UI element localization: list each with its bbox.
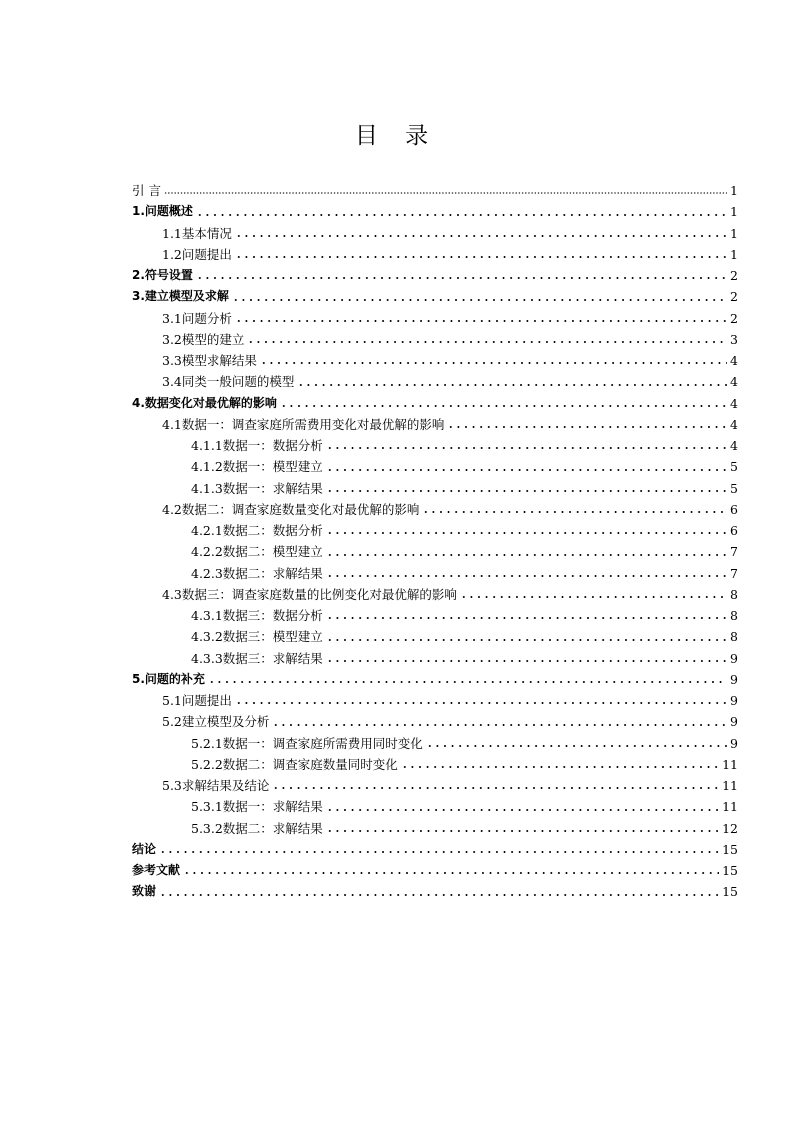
toc-entry-page-number: 12 bbox=[722, 820, 738, 836]
toc-entry-page-number: 3 bbox=[730, 331, 738, 347]
toc-entry[interactable] bbox=[132, 796, 738, 817]
dot-leader bbox=[326, 467, 727, 473]
toc-entry-page-number: 1 bbox=[730, 183, 738, 198]
toc-entry[interactable] bbox=[132, 711, 738, 732]
toc-entry-page-number: 4 bbox=[730, 374, 738, 390]
toc-entry-page-number: 4 bbox=[730, 395, 738, 411]
toc-entry[interactable] bbox=[132, 180, 738, 201]
toc-entry[interactable] bbox=[132, 605, 738, 626]
toc-entry[interactable] bbox=[132, 371, 738, 392]
toc-entry-label: 5.3求解结果及结论 bbox=[162, 778, 270, 793]
toc-entry[interactable] bbox=[132, 350, 738, 371]
toc-entry-label: 3.2模型的建立 bbox=[162, 331, 245, 347]
toc-entry-page-number: 8 bbox=[730, 629, 738, 645]
dot-leader bbox=[272, 785, 719, 791]
dot-leader bbox=[326, 828, 719, 834]
toc-entry-page-number: 4 bbox=[730, 353, 738, 368]
toc-entry-label: 参考文献 bbox=[132, 863, 181, 877]
toc-entry-page-number: 1 bbox=[730, 204, 738, 220]
toc-entry[interactable] bbox=[132, 541, 738, 562]
toc-entry[interactable] bbox=[132, 308, 738, 329]
toc-entry[interactable] bbox=[132, 520, 738, 541]
toc-entry-label: 3.建立模型及求解 bbox=[132, 289, 229, 304]
toc-entry[interactable] bbox=[132, 648, 738, 669]
toc-entry[interactable] bbox=[132, 584, 738, 605]
dot-leader bbox=[232, 297, 727, 303]
toc-entry-page-number: 11 bbox=[722, 799, 738, 815]
toc-entry-label: 4.1.1数据一：数据分析 bbox=[191, 438, 323, 453]
toc-entry-page-number: 9 bbox=[730, 714, 738, 730]
toc-entry-page-number: 7 bbox=[730, 565, 738, 581]
toc-entry-label: 3.3模型求解结果 bbox=[162, 353, 257, 368]
dot-leader bbox=[426, 743, 727, 749]
dot-leader bbox=[326, 807, 719, 813]
toc-entry[interactable] bbox=[132, 839, 738, 860]
toc-entry-label: 5.问题的补充 bbox=[132, 671, 205, 686]
toc-entry-label: 4.1.3数据一：求解结果 bbox=[191, 480, 323, 496]
dot-leader bbox=[159, 849, 719, 855]
dot-leader bbox=[235, 700, 727, 706]
toc-entry[interactable] bbox=[132, 393, 738, 414]
page-title: 目 录 bbox=[354, 123, 439, 149]
toc-entry[interactable] bbox=[132, 818, 738, 839]
toc-entry[interactable] bbox=[132, 435, 738, 456]
dot-leader bbox=[326, 488, 727, 494]
toc-entry-page-number: 4 bbox=[730, 416, 738, 432]
dot-leader bbox=[297, 382, 727, 388]
toc-entry[interactable] bbox=[132, 223, 738, 244]
dot-leader bbox=[326, 530, 727, 536]
dot-leader bbox=[183, 870, 719, 876]
dot-leader bbox=[164, 190, 727, 196]
toc-entry-label: 5.2.1数据一：调查家庭所需费用同时变化 bbox=[191, 735, 423, 751]
toc-entry-page-number: 5 bbox=[730, 480, 738, 496]
toc-entry-page-number: 1 bbox=[730, 225, 738, 241]
toc-entry[interactable] bbox=[132, 478, 738, 499]
toc-entry-label: 4.1数据一：调查家庭所需费用变化对最优解的影响 bbox=[162, 416, 445, 432]
toc-entry-label: 1.1基本情况 bbox=[162, 225, 232, 241]
dot-leader bbox=[326, 573, 727, 579]
toc-entry[interactable] bbox=[132, 775, 738, 796]
dot-leader bbox=[196, 275, 727, 281]
dot-leader bbox=[326, 637, 727, 643]
toc-entry-page-number: 8 bbox=[730, 586, 738, 602]
toc-entry-label: 5.2建立模型及分析 bbox=[162, 714, 270, 730]
dot-leader bbox=[159, 892, 719, 898]
dot-leader bbox=[235, 233, 727, 239]
toc-entry-page-number: 7 bbox=[730, 544, 738, 560]
toc-entry[interactable] bbox=[132, 563, 738, 584]
toc-entry[interactable] bbox=[132, 626, 738, 647]
toc-entry-label: 4.3数据三：调查家庭数量的比例变化对最优解的影响 bbox=[162, 586, 457, 602]
toc-entry-label: 致谢 bbox=[132, 884, 157, 899]
toc-entry-page-number: 6 bbox=[730, 501, 738, 517]
toc-entry[interactable] bbox=[132, 754, 738, 775]
toc-entry[interactable] bbox=[132, 265, 738, 286]
toc-entry-page-number: 15 bbox=[722, 884, 738, 900]
toc-entry-label: 结论 bbox=[132, 841, 157, 856]
dot-leader bbox=[235, 254, 727, 260]
toc-entry-page-number: 11 bbox=[722, 756, 738, 772]
toc-entry-label: 5.1问题提出 bbox=[162, 693, 232, 708]
toc-entry[interactable] bbox=[132, 286, 738, 307]
toc-entry-page-number: 15 bbox=[722, 841, 738, 857]
toc-entry-page-number: 9 bbox=[730, 650, 738, 666]
dot-leader bbox=[460, 594, 727, 600]
toc-entry-page-number: 6 bbox=[730, 523, 738, 538]
toc-entry-page-number: 4 bbox=[730, 438, 738, 453]
toc-entry-label: 引 言 bbox=[132, 183, 161, 198]
dot-leader bbox=[422, 509, 727, 515]
toc-entry-label: 4.3.2数据三：模型建立 bbox=[191, 629, 323, 645]
toc-entry[interactable] bbox=[132, 329, 738, 350]
toc-entry[interactable] bbox=[132, 201, 738, 222]
dot-leader bbox=[272, 722, 727, 728]
dot-leader bbox=[401, 764, 719, 770]
toc-entry-label: 5.3.1数据一：求解结果 bbox=[191, 799, 323, 815]
toc-entry-page-number: 2 bbox=[730, 268, 738, 283]
toc-entry[interactable] bbox=[132, 499, 738, 520]
toc-entry-label: 4.2.3数据二：求解结果 bbox=[191, 565, 323, 581]
dot-leader bbox=[447, 424, 727, 430]
dot-leader bbox=[326, 552, 727, 558]
toc-entry-page-number: 9 bbox=[730, 671, 738, 687]
dot-leader bbox=[280, 403, 727, 409]
toc-entry[interactable] bbox=[132, 690, 738, 711]
toc-entry-page-number: 8 bbox=[730, 608, 738, 623]
toc-entry-label: 3.4同类一般问题的模型 bbox=[162, 374, 295, 390]
dot-leader bbox=[196, 212, 727, 218]
toc-entry-label: 4.2.1数据二：数据分析 bbox=[191, 523, 323, 538]
toc-entry-page-number: 15 bbox=[722, 863, 738, 878]
toc-entry[interactable] bbox=[132, 733, 738, 754]
toc-entry[interactable] bbox=[132, 414, 738, 435]
toc-entry[interactable] bbox=[132, 244, 738, 265]
toc-entry[interactable] bbox=[132, 860, 738, 881]
toc-entry[interactable] bbox=[132, 881, 738, 902]
toc-entry[interactable] bbox=[132, 669, 738, 690]
toc-entry-page-number: 2 bbox=[730, 289, 738, 305]
toc-entry-label: 1.2问题提出 bbox=[162, 246, 232, 262]
dot-leader bbox=[235, 318, 727, 324]
toc-entry-page-number: 2 bbox=[730, 310, 738, 326]
toc-entry-label: 4.数据变化对最优解的影响 bbox=[132, 395, 277, 410]
toc-entry-label: 4.3.3数据三：求解结果 bbox=[191, 650, 323, 666]
toc-entry-label: 4.2.2数据二：模型建立 bbox=[191, 544, 323, 560]
toc-entry-page-number: 11 bbox=[722, 778, 738, 793]
toc-entry-label: 4.1.2数据一：模型建立 bbox=[191, 459, 323, 475]
dot-leader bbox=[326, 445, 727, 451]
toc-entry[interactable] bbox=[132, 456, 738, 477]
toc-entry-page-number: 9 bbox=[730, 735, 738, 751]
toc-entry-page-number: 1 bbox=[730, 246, 738, 262]
table-of-contents bbox=[132, 180, 738, 903]
toc-entry-label: 2.符号设置 bbox=[132, 268, 193, 282]
dot-leader bbox=[247, 339, 727, 345]
toc-entry-label: 5.3.2数据二：求解结果 bbox=[191, 820, 323, 836]
dot-leader bbox=[260, 360, 727, 366]
toc-entry-label: 3.1问题分析 bbox=[162, 310, 232, 326]
dot-leader bbox=[326, 658, 727, 664]
toc-entry-label: 4.3.1数据三：数据分析 bbox=[191, 608, 323, 623]
toc-entry-page-number: 5 bbox=[730, 459, 738, 475]
toc-entry-label: 4.2数据二：调查家庭数量变化对最优解的影响 bbox=[162, 501, 420, 517]
toc-entry-label: 1.问题概述 bbox=[132, 204, 193, 219]
dot-leader bbox=[326, 615, 727, 621]
toc-entry-page-number: 9 bbox=[730, 693, 738, 708]
toc-entry-label: 5.2.2数据二：调查家庭数量同时变化 bbox=[191, 756, 398, 772]
dot-leader bbox=[208, 679, 727, 685]
